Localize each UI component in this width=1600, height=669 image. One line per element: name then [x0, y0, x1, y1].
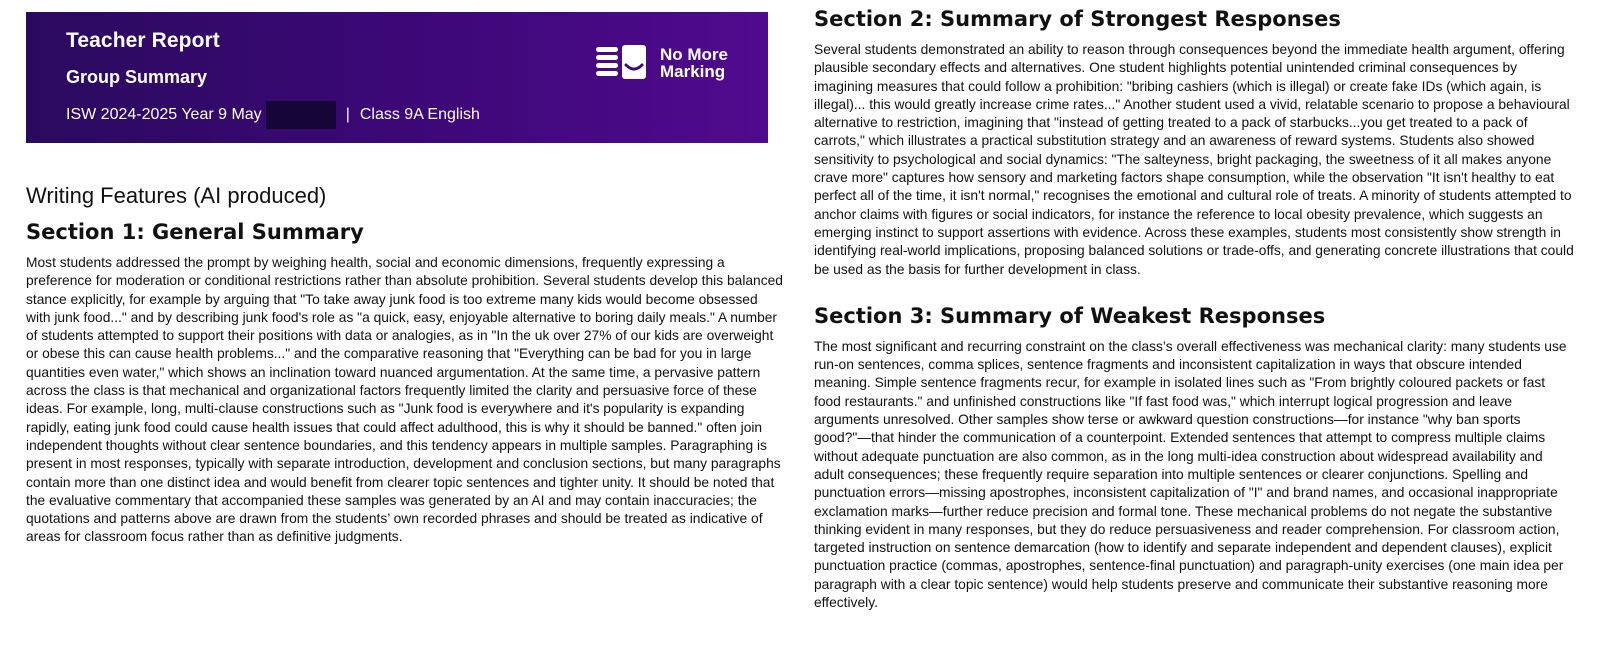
no-more-marking-logo	[596, 45, 728, 81]
logo-line-2: Marking	[660, 62, 726, 81]
right-column	[814, 6, 1574, 612]
writing-features-heading: Writing Features (AI produced)	[26, 183, 327, 208]
report-title: Teacher Report	[66, 29, 220, 52]
report-header-banner	[26, 12, 768, 143]
section-1-body: Most students addressed the prompt by weighing health, social and economic dimensions, frequently expressing a preference for moderation or conditional restrictions rather than absolute prohibition. Several students develop this balanced stance explicitly, for example by arguing that "To take away junk food is too extreme many kids would become obsessed with junk food..." and by describing junk food's role as "a quick, easy, enjoyable alternative to boring daily meals." A number of students attempted to support their positions with data or analogies, as in "In the uk over 27% of our kids are overweight or obese this can cause health problems..." and the comparative reasoning that "Everything can be bad for you in large quantities even water," which shows an inclination toward nuanced argumentation. At the same time, a pervasive pattern across the class is that mechanical and organizational factors frequently limited the clarity and persuasive force of these ideas. For example, long, multi-clause constructions such as "Junk food is everywhere and it's popularity is expanding rapidly, eating junk food could cause health issues that could affect adulthood, this is why it should be banned." often join independent thoughts without clear sentence boundaries, and this tendency appears in multiple samples. Paragraphing is present in most responses, typically with separate introduction, development and conclusion sections, but many paragraphs contain more than one distinct idea and would benefit from clearer topic sentences and tighter unity. It should be noted that the evaluative commentary that accompanied these samples was generated by an AI and may contain inaccuracies; the quotations and patterns above are drawn from the students’ own recorded phrases and should be treated as indicative of areas for classroom focus rather than as definitive judgments.	[26, 255, 783, 545]
meta-separator: |	[345, 106, 350, 123]
section-3-body: The most significant and recurring constraint on the class’s overall effectiveness was mechanical clarity: many students use run-on sentences, comma splices, sentence fragments and inconsistent capitalization in ways that obscure intended meaning. Simple sentence fragments recur, for example in isolated lines such as "From brightly coloured packets or fast food restaurants." and unfinished constructions like "If fast food was," which interrupt logical progression and leave arguments unresolved. Other samples show terse or awkward question constructions—for instance "why ban sports good?"—that hinder the communication of a counterpoint. Extended sentences that attempt to compress multiple claims without adequate punctuation are also common, as in the long multi-idea construction about widespread availability and adult consequences; these frequently require separation into multiple sentences or clearer conjunctions. Spelling and punctuation errors—missing apostrophes, inconsistent capitalization of "I" and brand names, and occasional inappropriate exclamation marks—further reduce precision and formal tone. These mechanical problems do not negate the substantive thinking evident in many responses, but they do reduce persuasiveness and reader comprehension. For classroom action, targeted instruction on sentence demarcation (how to identify and separate independent and dependent clauses), explicit punctuation practice (commas, apostrophes, sentence-final punctuation) and paragraph-unity exercises (one main idea per paragraph with a clear topic sentence) would help students preserve and communicate their substantive reasoning more effectively.	[814, 338, 1567, 611]
report-class: Class 9A English	[359, 106, 480, 123]
section-1-heading: Section 1: General Summary	[26, 220, 364, 244]
report-subtitle: Group Summary	[66, 67, 208, 87]
no-more-marking-logo-icon	[596, 45, 648, 81]
report-cohort: ISW 2024-2025 Year 9 May	[66, 106, 262, 123]
logo-line-1: No More	[660, 45, 728, 64]
left-column	[26, 183, 786, 547]
section-2-heading: Section 2: Summary of Strongest Responses	[814, 7, 1341, 31]
section-3-heading: Section 3: Summary of Weakest Responses	[814, 303, 1326, 328]
redaction-box	[266, 101, 336, 129]
section-2-body: Several students demonstrated an ability to reason through consequences beyond the immediate health argument, offering plausible secondary effects and alternatives. One student highlights potential unintended criminal consequences by imagining measures that could follow a prohibition: "bribing cashiers (which is illegal) or create fake IDs (which again, is illegal)... this would greatly increase crime rates..." Another student used a vivid, relatable scenario to propose a behavioural alternative to restriction, imagining that "instead of getting treated to a pack of starbucks...you get treated to a pack of carrots," which illustrates a practical substitution strategy and an awareness of reward systems. Students also showed sensitivity to psychological and social dynamics: "The salteyness, bright packaging, the sweetness of it all makes anyone crave more" captures how sensory and marketing factors shape consumption, while the observation "It isn't healthy to eat perfect all of the time, it isn't normal," recognises the emotional and cultural role of treats. A minority of students attempted to anchor claims with figures or social indicators, for instance the reference to local obesity prevalence, which suggests an emerging instinct to support assertions with evidence. Across these examples, students most consistently show strength in identifying real-world implications, proposing balanced solutions or trade-offs, and generating concrete illustrations that could be used as the basis for further development in class.	[814, 42, 1574, 277]
report-meta	[66, 103, 480, 127]
logo-wordmark	[660, 46, 728, 80]
